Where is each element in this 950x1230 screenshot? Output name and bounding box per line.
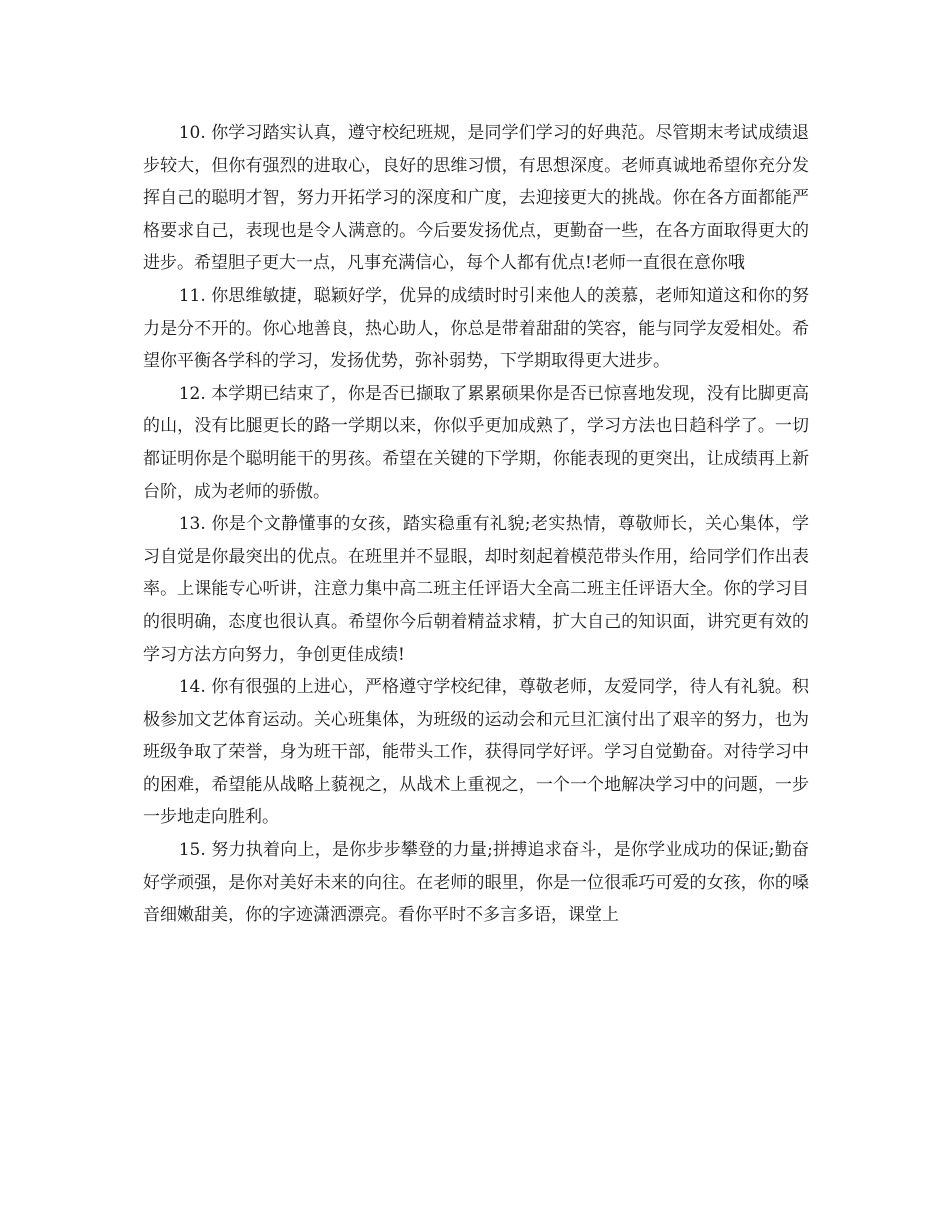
- document-page: [143, 117, 809, 932]
- comment-paragraph-14: 14. 你有很强的上进心，严格遵守学校纪律，尊敬老师，友爱同学，待人有礼貌。积极参加文艺体育运动。关心班集体，为班级的运动会和元旦汇演付出了艰辛的努力，也为班级争取了荣誉，身为班干部，能带头工作，获得同学好评。学习自觉勤奋。对待学习中的困难，希望能从战略上藐视之，从战术上重视之，一个一个地解决学习中的问题，一步一步地走向胜利。: [143, 677, 809, 828]
- comment-paragraph-15: 15. 努力执着向上，是你步步攀登的力量;拼搏追求奋斗，是你学业成功的保证;勤奋好学顽强，是你对美好未来的向往。在老师的眼里，你是一位很乖巧可爱的女孩，你的嗓音细嫩甜美，你的字迹潇洒漂亮。看你平时不多言多语，课堂上: [143, 840, 809, 926]
- comment-paragraph-10: 10. 你学习踏实认真，遵守校纪班规，是同学们学习的好典范。尽管期末考试成绩退步较大，但你有强烈的进取心，良好的思维习惯，有思想深度。老师真诚地希望你充分发挥自己的聪明才智，努力开拓学习的深度和广度，去迎接更大的挑战。你在各方面都能严格要求自己，表现也是令人满意的。今后要发扬优点，更勤奋一些，在各方面取得更大的进步。希望胆子更大一点，凡事充满信心，每个人都有优点!老师一直很在意你哦: [143, 123, 809, 274]
- comment-paragraph-12: 12. 本学期已结束了，你是否已撷取了累累硕果你是否已惊喜地发现，没有比脚更高的山，没有比腿更长的路一学期以来，你似乎更加成熟了，学习方法也日趋科学了。一切都证明你是个聪明能干的男孩。希望在关键的下学期，你能表现的更突出，让成绩再上新台阶，成为老师的骄傲。: [143, 383, 809, 502]
- comment-paragraph-11: 11. 你思维敏捷，聪颖好学，优异的成绩时时引来他人的羡慕，老师知道这和你的努力是分不开的。你心地善良，热心助人，你总是带着甜甜的笑容，能与同学友爱相处。希望你平衡各学科的学习，发扬优势，弥补弱势，下学期取得更大进步。: [143, 285, 809, 372]
- comment-paragraph-13: 13. 你是个文静懂事的女孩，踏实稳重有礼貌;老实热情，尊敬师长，关心集体，学习自觉是你最突出的优点。在班里并不显眼，却时刻起着模范带头作用，给同学们作出表率。上课能专心听讲，注意力集中高二班主任评语大全高二班主任评语大全。你的学习目的很明确，态度也很认真。希望你今后朝着精益求精，扩大自己的知识面，讲究更有效的学习方法方向努力，争创更佳成绩!: [143, 514, 809, 665]
